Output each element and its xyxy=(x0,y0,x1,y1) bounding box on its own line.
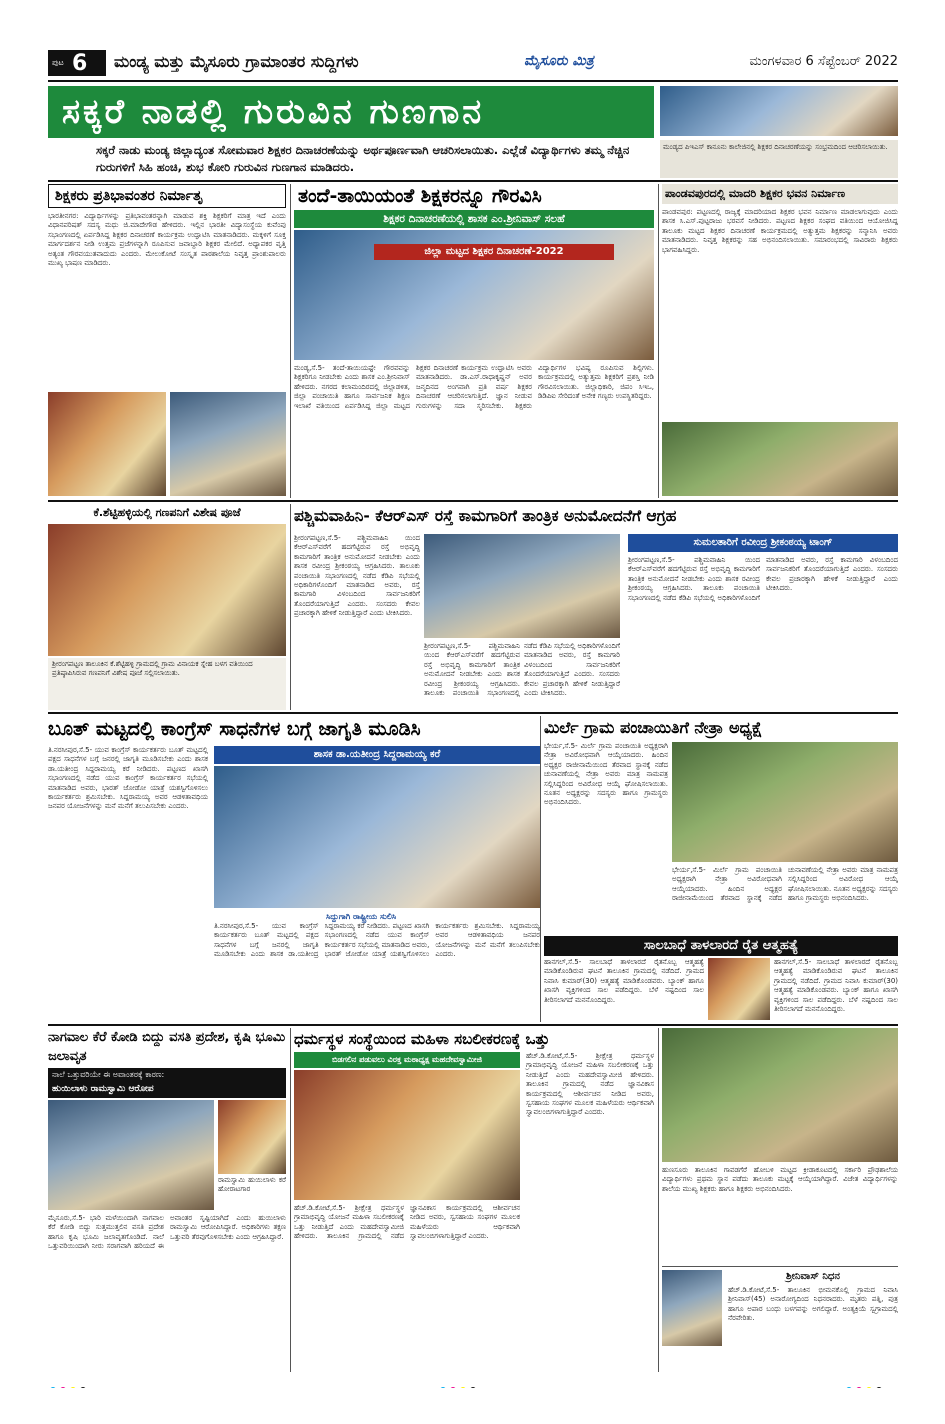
lead-headline-banner xyxy=(48,86,654,138)
pandavapura-story xyxy=(662,184,898,498)
congress-body: ತಿ.ನರಸೀಪುರ,ಸೆ.5- ಯುವ ಕಾಂಗ್ರೆಸ್ ಕಾರ್ಯಕರ್ತರು ಬೂತ್ ಮಟ್ಟದಲ್ಲಿ ಪಕ್ಷದ ಸಾಧನೆಗಳ ಬಗ್ಗೆ ಜನರಲ್ಲಿ ಜಾಗೃತಿ ಮೂಡಿಸಬೇಕು ಎಂದು ಶಾಸಕ ಡಾ.ಯತೀಂದ್ರ ಸಿದ್ದರಾಮಯ್ಯ ಕರೆ ನೀಡಿದರು. ಪಟ್ಟಣದ ಖಾಸಗಿ ಸಭಾಂಗಣದಲ್ಲಿ ನಡೆದ ಯುವ ಕಾಂಗ್ರೆಸ್ ಕಾರ್ಯಕರ್ತರ ಸಭೆಯಲ್ಲಿ ಮಾತನಾಡಿದ ಅವರು, ಭಾರತ್ ಜೋಡೋ ಯಾತ್ರೆ ಯಶಸ್ವಿಗೊಳಿಸಲು ಕಾರ್ಯಕರ್ತರು ಶ್ರಮಿಸಬೇಕು. ಸಿದ್ದರಾಮಯ್ಯ ಅವರ ಆಡಳಿತಾವಧಿಯ ಜನಪರ ಯೋಜನೆಗಳನ್ನು ಮನೆ ಮನೆಗೆ ತಲುಪಿಸಬೇಕು ಎಂದರು. xyxy=(48,746,208,811)
road-headline: ಪಶ್ಚಿಮವಾಹಿನಿ- ಕೆಆರ್‌ಎಸ್ ರಸ್ತೆ ಕಾಮಗಾರಿಗೆ ತಾಂತ್ರಿಕ ಅನುಮೋದನೆಗೆ ಆಗ್ರಹ xyxy=(294,507,677,525)
mirle-story xyxy=(544,716,898,934)
mirle-body-cont: ಭೇರ್ಯ,ಸೆ.5- ಮಿರ್ಲೆ ಗ್ರಾಮ ಪಂಚಾಯಿತಿ ಅಧ್ಯಕ್ಷರಾಗಿ ನೇತ್ರಾ ಅವಿರೋಧವಾಗಿ ಆಯ್ಕೆಯಾದರು. ಹಿಂದಿನ ಅಧ್ಯಕ್ಷರ ರಾಜೀನಾಮೆಯಿಂದ ತೆರವಾದ ಸ್ಥಾನಕ್ಕೆ ನಡೆದ ಚುನಾವಣೆಯಲ್ಲಿ ನೇತ್ರಾ ಅವರು ಮಾತ್ರ ನಾಮಪತ್ರ ಸಲ್ಲಿಸಿದ್ದರಿಂದ ಅವಿರೋಧ ಆಯ್ಕೆ ಘೋಷಿಸಲಾಯಿತು. ನೂತನ ಅಧ್ಯಕ್ಷರನ್ನು ಸದಸ್ಯರು ಹಾಗೂ ಗ್ರಾಮಸ್ಥರು ಅಭಿನಂದಿಸಿದರು. xyxy=(672,866,898,903)
parents-story xyxy=(294,184,654,498)
masthead xyxy=(48,48,898,78)
teachers-photo-2 xyxy=(170,392,286,496)
dharmasthala-story xyxy=(294,1028,654,1372)
mirle-photo xyxy=(672,742,898,862)
row-rule-1 xyxy=(48,500,898,502)
print-registration-dots-center xyxy=(440,1378,520,1388)
lake-tag-line: ನಾಲೆ ಒತ್ತುವರಿಯೇ ಈ ಅವಾಂತರಕ್ಕೆ ಕಾರಣ: xyxy=(52,1070,165,1079)
parents-body: ಮಂಡ್ಯ,ಸೆ.5- ತಂದೆ-ತಾಯಿಯಷ್ಟೇ ಗೌರವವನ್ನು ಶಿಕ್ಷಕರಿಗೂ ನೀಡಬೇಕು ಎಂದು ಶಾಸಕ ಎಂ.ಶ್ರೀನಿವಾಸ್ ಹೇಳಿದರು. ನಗರದ ಕಲಾಮಂದಿರದಲ್ಲಿ ಜಿಲ್ಲಾಡಳಿತ, ಜಿಲ್ಲಾ ಪಂಚಾಯಿತಿ ಹಾಗೂ ಸಾರ್ವಜನಿಕ ಶಿಕ್ಷಣ ಇಲಾಖೆ ವತಿಯಿಂದ ಏರ್ಪಡಿಸಿದ್ದ ಜಿಲ್ಲಾ ಮಟ್ಟದ ಶಿಕ್ಷಕರ ದಿನಾಚರಣೆ ಕಾರ್ಯಕ್ರಮ ಉದ್ಘಾಟಿಸಿ ಅವರು ಮಾತನಾಡಿದರು. ಡಾ.ಎಸ್.ರಾಧಾಕೃಷ್ಣನ್ ಅವರ ಜನ್ಮದಿನದ ಅಂಗವಾಗಿ ಪ್ರತಿ ವರ್ಷ ಶಿಕ್ಷಕರ ದಿನಾಚರಣೆ ಆಚರಿಸಲಾಗುತ್ತಿದೆ. ಜ್ಞಾನ ನೀಡುವ ಗುರುಗಳನ್ನು ಸದಾ ಸ್ಮರಿಸಬೇಕು. ಶಿಕ್ಷಕರು ವಿದ್ಯಾರ್ಥಿಗಳ ಭವಿಷ್ಯ ರೂಪಿಸುವ ಶಿಲ್ಪಿಗಳು. ಕಾರ್ಯಕ್ರಮದಲ್ಲಿ ಅತ್ಯುತ್ತಮ ಶಿಕ್ಷಕರಿಗೆ ಪ್ರಶಸ್ತಿ ನೀಡಿ ಗೌರವಿಸಲಾಯಿತು. ಜಿಲ್ಲಾಧಿಕಾರಿ, ಜಿಪಂ ಸಿಇಒ, ಡಿಡಿಪಿಐ ಸೇರಿದಂತೆ ಅನೇಕ ಗಣ್ಯರು ಉಪಸ್ಥಿತರಿದ್ದರು. xyxy=(294,364,654,410)
col-divider-6 xyxy=(658,1028,659,1372)
lake-person-photo xyxy=(218,1100,286,1174)
congress-headline: ಬೂತ್ ಮಟ್ಟದಲ್ಲಿ ಕಾಂಗ್ರೆಸ್ ಸಾಧನೆಗಳ ಬಗ್ಗೆ ಜಾಗೃತಿ ಮೂಡಿಸಿ xyxy=(48,718,421,740)
parents-subhead: ಶಿಕ್ಷಕರ ದಿನಾಚರಣೆಯಲ್ಲಿ ಶಾಸಕ ಎಂ.ಶ್ರೀನಿವಾಸ್ ಸಲಹೆ xyxy=(294,210,654,228)
pandavapura-body: ಪಾಂಡವಪುರ: ಪಟ್ಟಣದಲ್ಲಿ ರಾಜ್ಯಕ್ಕೆ ಮಾದರಿಯಾದ ಶಿಕ್ಷಕರ ಭವನ ನಿರ್ಮಾಣ ಮಾಡಲಾಗುವುದು ಎಂದು ಶಾಸಕ ಸಿ.ಎಸ್.ಪುಟ್ಟರಾಜು ಭರವಸೆ ನೀಡಿದರು. ಪಟ್ಟಣದ ಶಿಕ್ಷಕರ ಸಂಘದ ವತಿಯಿಂದ ಆಯೋಜಿಸಿದ್ದ ತಾಲೂಕು ಮಟ್ಟದ ಶಿಕ್ಷಕರ ದಿನಾಚರಣೆ ಕಾರ್ಯಕ್ರಮದಲ್ಲಿ ಅತ್ಯುತ್ತಮ ಶಿಕ್ಷಕರನ್ನು ಸನ್ಮಾನಿಸಿ ಅವರು ಮಾತನಾಡಿದರು. ನಿವೃತ್ತ ಶಿಕ್ಷಕರನ್ನು ಸಹ ಅಭಿನಂದಿಸಲಾಯಿತು. ಸಮಾರಂಭದಲ್ಲಿ ಸಾವಿರಾರು ಶಿಕ್ಷಕರು ಭಾಗವಹಿಸಿದ್ದರು. xyxy=(662,208,898,254)
obituary-title: ಶ್ರೀನಿವಾಸ್ ನಿಧನ xyxy=(786,1271,840,1282)
teachers-body: ಭಾರತೀನಗರ: ವಿದ್ಯಾರ್ಥಿಗಳನ್ನು ಪ್ರತಿಭಾವಂತರನ್ನಾಗಿ ಮಾಡುವ ಶಕ್ತಿ ಶಿಕ್ಷಕರಿಗೆ ಮಾತ್ರ ಇದೆ ಎಂದು ವಿಧಾನಪರಿಷತ್ ಸದಸ್ಯ ಮಧು ಜಿ.ಮಾದೇಗೌಡ ಹೇಳಿದರು. ಇಲ್ಲಿನ ಭಾರತೀ ವಿದ್ಯಾಸಂಸ್ಥೆಯ ಕುವೆಂಪು ಸಭಾಂಗಣದಲ್ಲಿ ಏರ್ಪಡಿಸಿದ್ದ ಶಿಕ್ಷಕರ ದಿನಾಚರಣೆ ಕಾರ್ಯಕ್ರಮ ಉದ್ಘಾಟಿಸಿ ಮಾತನಾಡಿದರು. ಮಕ್ಕಳಿಗೆ ಸೂಕ್ತ ಮಾರ್ಗದರ್ಶನ ನೀಡಿ ಉತ್ತಮ ಪ್ರಜೆಗಳನ್ನಾಗಿ ರೂಪಿಸುವ ಜವಾಬ್ದಾರಿ ಶಿಕ್ಷಕರ ಮೇಲಿದೆ. ಅಧ್ಯಾಪಕರ ವೃತ್ತಿ ಅತ್ಯಂತ ಗೌರವಯುತವಾದುದು ಎಂದರು. ಮೇಲುಕೋಟೆ ಸಂಸ್ಕೃತ ಪಾಠಶಾಲೆಯ ನಿವೃತ್ತ ಪ್ರಾಂಶುಪಾಲರು ಮುಖ್ಯ ಭಾಷಣ ಮಾಡಿದರು. xyxy=(48,212,286,268)
col-divider-2 xyxy=(658,184,659,498)
sports-caption: ಹುಣಸೂರು ತಾಲೂಕಿನ ಗಾವಡಗೆರೆ ಹೋಬಳಿ ಮಟ್ಟದ ಕ್ರೀಡಾಕೂಟದಲ್ಲಿ ಸರ್ಕಾರಿ ಪ್ರೌಢಶಾಲೆಯ ವಿದ್ಯಾರ್ಥಿಗಳು ಪ್ರಥಮ ಸ್ಥಾನ ಪಡೆದು ತಾಲೂಕು ಮಟ್ಟಕ್ಕೆ ಆಯ್ಕೆಯಾಗಿದ್ದಾರೆ. ವಿಜೇತ ವಿದ್ಯಾರ್ಥಿಗಳನ್ನು ಶಾಲೆಯ ಮುಖ್ಯ ಶಿಕ್ಷಕರು ಹಾಗೂ ಶಿಕ್ಷಕರು ಅಭಿನಂದಿಸಿದರು. xyxy=(662,1166,898,1193)
masthead-rule xyxy=(48,80,898,82)
congress-inline-head: ಸಿದ್ದುಗಾಗಿ ರಾಷ್ಟ್ರೀಯ ಸುಲಿಸಿ xyxy=(326,912,397,921)
teachers-headline: ಶಿಕ್ಷಕರು ಪ್ರತಿಭಾವಂತರ ನಿರ್ಮಾತೃ xyxy=(48,184,286,208)
paper-name: ಮೈಸೂರು ಮಿತ್ರ xyxy=(524,53,594,69)
dharmasthala-subhead: ಬಿಡಗಲಿನ ಪಡುವಲು ವಿರಕ್ತ ಮಠಾಧ್ಯಕ್ಷ ಮಹದೇವಸ್ವಾಮೀಜಿ xyxy=(294,1052,520,1068)
teachers-story xyxy=(48,184,286,498)
lake-photo xyxy=(48,1100,214,1210)
section-title: ಮಂಡ್ಯ ಮತ್ತು ಮೈಸೂರು ಗ್ರಾಮಾಂತರ ಸುದ್ದಿಗಳು xyxy=(114,52,359,71)
mirle-headline: ಮಿರ್ಲೆ ಗ್ರಾಮ ಪಂಚಾಯಿತಿಗೆ ನೇತ್ರಾ ಅಧ್ಯಕ್ಷೆ xyxy=(544,718,763,737)
farmer-photo xyxy=(708,958,770,1020)
dharmasthala-body-cont: ಹೆಚ್.ಡಿ.ಕೋಟೆ,ಸೆ.5- ಶ್ರೀಕ್ಷೇತ್ರ ಧರ್ಮಸ್ಥಳ ಗ್ರಾಮಾಭಿವೃದ್ಧಿ ಯೋಜನೆ ಮಹಿಳಾ ಸಬಲೀಕರಣಕ್ಕೆ ಒತ್ತು ನೀಡುತ್ತಿದೆ ಎಂದು ಮಹದೇವಸ್ವಾಮೀಜಿ ಹೇಳಿದರು. ತಾಲೂಕಿನ ಗ್ರಾಮದಲ್ಲಿ ನಡೆದ ಜ್ಞಾನವಿಕಾಸ ಕಾರ್ಯಕ್ರಮದಲ್ಲಿ ಆಶೀರ್ವಚನ ನೀಡಿದ ಅವರು, ಸ್ವಸಹಾಯ ಸಂಘಗಳ ಮೂಲಕ ಮಹಿಳೆಯರು ಆರ್ಥಿಕವಾಗಿ ಸ್ವಾವಲಂಬಿಗಳಾಗುತ್ತಿದ್ದಾರೆ ಎಂದರು. xyxy=(526,1052,654,1117)
col-divider-5 xyxy=(290,1028,291,1372)
sports-story xyxy=(662,1028,898,1264)
mirle-body: ಭೇರ್ಯ,ಸೆ.5- ಮಿರ್ಲೆ ಗ್ರಾಮ ಪಂಚಾಯಿತಿ ಅಧ್ಯಕ್ಷರಾಗಿ ನೇತ್ರಾ ಅವಿರೋಧವಾಗಿ ಆಯ್ಕೆಯಾದರು. ಹಿಂದಿನ ಅಧ್ಯಕ್ಷರ ರಾಜೀನಾಮೆಯಿಂದ ತೆರವಾದ ಸ್ಥಾನಕ್ಕೆ ನಡೆದ ಚುನಾವಣೆಯಲ್ಲಿ ನೇತ್ರಾ ಅವರು ಮಾತ್ರ ನಾಮಪತ್ರ ಸಲ್ಲಿಸಿದ್ದರಿಂದ ಅವಿರೋಧ ಆಯ್ಕೆ ಘೋಷಿಸಲಾಯಿತು. ನೂತನ ಅಧ್ಯಕ್ಷರನ್ನು ಸದಸ್ಯರು ಹಾಗೂ ಗ್ರಾಮಸ್ಥರು ಅಭಿನಂದಿಸಿದರು. xyxy=(544,742,668,807)
page-number-box xyxy=(48,50,106,76)
print-registration-dots xyxy=(50,1378,130,1388)
ganapati-story xyxy=(48,504,286,710)
lake-story xyxy=(48,1028,286,1372)
row-rule-3 xyxy=(48,1024,898,1026)
farmer-body: ಹಾನಗಲ್,ಸೆ.5- ಸಾಲಬಾಧೆ ತಾಳಲಾರದೆ ರೈತನೊಬ್ಬ ಆತ್ಮಹತ್ಯೆ ಮಾಡಿಕೊಂಡಿರುವ ಘಟನೆ ತಾಲೂಕಿನ ಗ್ರಾಮದಲ್ಲಿ ನಡೆದಿದೆ. ಗ್ರಾಮದ ನಿವಾಸಿ ಕುಮಾರ್(30) ಆತ್ಮಹತ್ಯೆ ಮಾಡಿಕೊಂಡವರು. ಬ್ಯಾಂಕ್ ಹಾಗೂ ಖಾಸಗಿ ವ್ಯಕ್ತಿಗಳಿಂದ ಸಾಲ ಪಡೆದಿದ್ದರು. ಬೆಳೆ ನಷ್ಟದಿಂದ ಸಾಲ ತೀರಿಸಲಾಗದೆ ಮನನೊಂದಿದ್ದರು. xyxy=(544,958,704,1004)
farmer-body-cont: ಹಾನಗಲ್,ಸೆ.5- ಸಾಲಬಾಧೆ ತಾಳಲಾರದೆ ರೈತನೊಬ್ಬ ಆತ್ಮಹತ್ಯೆ ಮಾಡಿಕೊಂಡಿರುವ ಘಟನೆ ತಾಲೂಕಿನ ಗ್ರಾಮದಲ್ಲಿ ನಡೆದಿದೆ. ಗ್ರಾಮದ ನಿವಾಸಿ ಕುಮಾರ್(30) ಆತ್ಮಹತ್ಯೆ ಮಾಡಿಕೊಂಡವರು. ಬ್ಯಾಂಕ್ ಹಾಗೂ ಖಾಸಗಿ ವ್ಯಕ್ತಿಗಳಿಂದ ಸಾಲ ಪಡೆದಿದ್ದರು. ಬೆಳೆ ನಷ್ಟದಿಂದ ಸಾಲ ತೀರಿಸಲಾಗದೆ ಮನನೊಂದಿದ್ದರು. xyxy=(774,958,898,1014)
parents-headline: ತಂದೆ-ತಾಯಿಯಂತೆ ಶಿಕ್ಷಕರನ್ನೂ ಗೌರವಿಸಿ xyxy=(298,185,542,207)
col-divider-1 xyxy=(290,184,291,498)
ganapati-headline: ಕೆ.ಶೆಟ್ಟಿಹಳ್ಳಿಯಲ್ಲಿ ಗಣಪನಿಗೆ ವಿಶೇಷ ಪೂಜೆ xyxy=(93,506,241,519)
lead-top-photo-caption: ಮಂಡ್ಯದ ಪಿಇಎಸ್ ಕಾನೂನು ಕಾಲೇಜಿನಲ್ಲಿ ಶಿಕ್ಷಕರ ದಿನಾಚರಣೆಯನ್ನು ಸಂಭ್ರಮದಿಂದ ಆಚರಿಸಲಾಯಿತು. xyxy=(660,140,898,178)
col-divider-4 xyxy=(540,716,541,1022)
date: ಮಂಗಳವಾರ 6 ಸೆಪ್ಟೆಂಬರ್ 2022 xyxy=(749,54,898,69)
farmer-headline: ಸಾಲಬಾಧೆ ತಾಳಲಾರದೆ ರೈತ ಆತ್ಮಹತ್ಯೆ xyxy=(544,936,898,956)
parents-photo xyxy=(294,230,654,360)
lake-tag xyxy=(48,1068,286,1098)
obituary-photo xyxy=(662,1270,722,1346)
row-rule-2 xyxy=(48,712,898,714)
dharmasthala-body: ಹೆಚ್.ಡಿ.ಕೋಟೆ,ಸೆ.5- ಶ್ರೀಕ್ಷೇತ್ರ ಧರ್ಮಸ್ಥಳ ಗ್ರಾಮಾಭಿವೃದ್ಧಿ ಯೋಜನೆ ಮಹಿಳಾ ಸಬಲೀಕರಣಕ್ಕೆ ಒತ್ತು ನೀಡುತ್ತಿದೆ ಎಂದು ಮಹದೇವಸ್ವಾಮೀಜಿ ಹೇಳಿದರು. ತಾಲೂಕಿನ ಗ್ರಾಮದಲ್ಲಿ ನಡೆದ ಜ್ಞಾನವಿಕಾಸ ಕಾರ್ಯಕ್ರಮದಲ್ಲಿ ಆಶೀರ್ವಚನ ನೀಡಿದ ಅವರು, ಸ್ವಸಹಾಯ ಸಂಘಗಳ ಮೂಲಕ ಮಹಿಳೆಯರು ಆರ್ಥಿಕವಾಗಿ ಸ್ವಾವಲಂಬಿಗಳಾಗುತ್ತಿದ್ದಾರೆ ಎಂದರು. xyxy=(294,1204,520,1241)
lake-side-text: ರಾಮಸ್ವಾಮಿ ಹುಯಿಲಾಳು ಕರೆ ಹೋರಾಟಗಾರ xyxy=(218,1176,286,1194)
lead-intro: ಸಕ್ಕರೆ ನಾಡು ಮಂಡ್ಯ ಜಿಲ್ಲಾದ್ಯಂತ ಸೋಮವಾರ ಶಿಕ್ಷಕರ ದಿನಾಚರಣೆಯನ್ನು ಅರ್ಥಪೂರ್ಣವಾಗಿ ಆಚರಿಸಲಾಯಿತು. ಎಲ್ಲೆಡೆ ವಿದ್ಯಾರ್ಥಿಗಳು ತಮ್ಮ ನೆಚ್ಚಿನ ಗುರುಗಳಿಗೆ ಸಿಹಿ ಹಂಚಿ, ಶುಭ ಕೋರಿ ಗುರುವಿನ ಗುಣಗಾನ ಮಾಡಿದರು. xyxy=(96,143,630,174)
congress-story xyxy=(48,716,540,1022)
parents-banner: ಜಿಲ್ಲಾ ಮಟ್ಟದ ಶಿಕ್ಷಕರ ದಿನಾಚರಣೆ-2022 xyxy=(374,244,614,260)
farmer-story xyxy=(544,936,898,1022)
road-sub-box: ಸುಮಲತಾರಿಗೆ ರವೀಂದ್ರ ಶ್ರೀಕಂಠಯ್ಯ ಟಾಂಗ್ xyxy=(628,534,898,552)
road-body-cont: ಶ್ರೀರಂಗಪಟ್ಟಣ,ಸೆ.5- ಪಶ್ಚಿಮವಾಹಿನಿ ಯಿಂದ ಕೆಆರ್‌ಎಸ್‌ವರೆಗೆ ಹದಗೆಟ್ಟಿರುವ ರಸ್ತೆ ಅಭಿವೃದ್ಧಿ ಕಾಮಗಾರಿಗೆ ತಾಂತ್ರಿಕ ಅನುಮೋದನೆ ನೀಡಬೇಕು ಎಂದು ಶಾಸಕ ರವೀಂದ್ರ ಶ್ರೀಕಂಠಯ್ಯ ಆಗ್ರಹಿಸಿದರು. ತಾಲೂಕು ಪಂಚಾಯಿತಿ ಸಭಾಂಗಣದಲ್ಲಿ ನಡೆದ ಕೆಡಿಪಿ ಸಭೆಯಲ್ಲಿ ಅಧಿಕಾರಿಗಳೊಂದಿಗೆ ಮಾತನಾಡಿದ ಅವರು, ರಸ್ತೆ ಕಾಮಗಾರಿ ವಿಳಂಬದಿಂದ ಸಾರ್ವಜನಿಕರಿಗೆ ತೊಂದರೆಯಾಗುತ್ತಿದೆ ಎಂದರು. ಸಂಸದರು ಕೇವಲ ಪ್ರಚಾರಕ್ಕಾಗಿ ಹೇಳಿಕೆ ನೀಡುತ್ತಿದ್ದಾರೆ ಎಂದು ಟೀಕಿಸಿದರು. xyxy=(424,642,620,698)
dharmasthala-headline: ಧರ್ಮಸ್ಥಳ ಸಂಸ್ಥೆಯಿಂದ ಮಹಿಳಾ ಸಬಲೀಕರಣಕ್ಕೆ ಒತ್ತು xyxy=(294,1030,550,1048)
lead-rule xyxy=(48,180,898,182)
lake-tag-name: ಹುಯಿಲಾಳು ರಾಮಸ್ವಾಮಿ ಆರೋಪ xyxy=(52,1084,154,1094)
road-body: ಶ್ರೀರಂಗಪಟ್ಟಣ,ಸೆ.5- ಪಶ್ಚಿಮವಾಹಿನಿ ಯಿಂದ ಕೆಆರ್‌ಎಸ್‌ವರೆಗೆ ಹದಗೆಟ್ಟಿರುವ ರಸ್ತೆ ಅಭಿವೃದ್ಧಿ ಕಾಮಗಾರಿಗೆ ತಾಂತ್ರಿಕ ಅನುಮೋದನೆ ನೀಡಬೇಕು ಎಂದು ಶಾಸಕ ರವೀಂದ್ರ ಶ್ರೀಕಂಠಯ್ಯ ಆಗ್ರಹಿಸಿದರು. ತಾಲೂಕು ಪಂಚಾಯಿತಿ ಸಭಾಂಗಣದಲ್ಲಿ ನಡೆದ ಕೆಡಿಪಿ ಸಭೆಯಲ್ಲಿ ಅಧಿಕಾರಿಗಳೊಂದಿಗೆ ಮಾತನಾಡಿದ ಅವರು, ರಸ್ತೆ ಕಾಮಗಾರಿ ವಿಳಂಬದಿಂದ ಸಾರ್ವಜನಿಕರಿಗೆ ತೊಂದರೆಯಾಗುತ್ತಿದೆ ಎಂದರು. ಸಂಸದರು ಕೇವಲ ಪ್ರಚಾರಕ್ಕಾಗಿ ಹೇಳಿಕೆ ನೀಡುತ್ತಿದ್ದಾರೆ ಎಂದು ಟೀಕಿಸಿದರು. xyxy=(294,534,420,618)
congress-photo xyxy=(214,766,540,908)
lake-headline: ನಾಗವಾಲ ಕೆರೆ ಕೋಡಿ ಬಿದ್ದು ವಸತಿ ಪ್ರದೇಶ, ಕೃಷಿ ಭೂಮಿ ಜಲಾವೃತ xyxy=(48,1030,286,1064)
pandavapura-headline: ಪಾಂಡವಪುರದಲ್ಲಿ ಮಾದರಿ ಶಿಕ್ಷಕರ ಭವನ ನಿರ್ಮಾಣ xyxy=(662,184,898,204)
lead-top-photo xyxy=(660,86,898,136)
lead-headline: ಸಕ್ಕರೆ ನಾಡಲ್ಲಿ ಗುರುವಿನ ಗುಣಗಾನ xyxy=(62,92,485,132)
print-registration-dots-right xyxy=(846,1378,906,1388)
obituary xyxy=(662,1270,898,1372)
sports-photo xyxy=(662,1028,898,1162)
pandavapura-photo xyxy=(662,422,898,496)
col-divider-3 xyxy=(290,504,291,710)
page-label: ಪುಟ xyxy=(52,58,64,67)
congress-body-cont: ತಿ.ನರಸೀಪುರ,ಸೆ.5- ಯುವ ಕಾಂಗ್ರೆಸ್ ಕಾರ್ಯಕರ್ತರು ಬೂತ್ ಮಟ್ಟದಲ್ಲಿ ಪಕ್ಷದ ಸಾಧನೆಗಳ ಬಗ್ಗೆ ಜನರಲ್ಲಿ ಜಾಗೃತಿ ಮೂಡಿಸಬೇಕು ಎಂದು ಶಾಸಕ ಡಾ.ಯತೀಂದ್ರ ಸಿದ್ದರಾಮಯ್ಯ ಕರೆ ನೀಡಿದರು. ಪಟ್ಟಣದ ಖಾಸಗಿ ಸಭಾಂಗಣದಲ್ಲಿ ನಡೆದ ಯುವ ಕಾಂಗ್ರೆಸ್ ಕಾರ್ಯಕರ್ತರ ಸಭೆಯಲ್ಲಿ ಮಾತನಾಡಿದ ಅವರು, ಭಾರತ್ ಜೋಡೋ ಯಾತ್ರೆ ಯಶಸ್ವಿಗೊಳಿಸಲು ಕಾರ್ಯಕರ್ತರು ಶ್ರಮಿಸಬೇಕು. ಸಿದ್ದರಾಮಯ್ಯ ಅವರ ಆಡಳಿತಾವಧಿಯ ಜನಪರ ಯೋಜನೆಗಳನ್ನು ಮನೆ ಮನೆಗೆ ತಲುಪಿಸಬೇಕು ಎಂದರು. xyxy=(214,922,540,959)
congress-subhead: ಶಾಸಕ ಡಾ.ಯತೀಂದ್ರ ಸಿದ್ದರಾಮಯ್ಯ ಕರೆ xyxy=(214,746,540,764)
obituary-body: ಹೆಚ್.ಡಿ.ಕೋಟೆ,ಸೆ.5- ತಾಲೂಕಿನ ಭೀಮನಕೊಲ್ಲಿ ಗ್ರಾಮದ ನಿವಾಸಿ ಶ್ರೀನಿವಾಸ್(45) ಅನಾರೋಗ್ಯದಿಂದ ನಿಧನರಾದರು. ಮೃತರು ಪತ್ನಿ, ಪುತ್ರ ಹಾಗೂ ಅಪಾರ ಬಂಧು ಬಳಗವನ್ನು ಅಗಲಿದ್ದಾರೆ. ಅಂತ್ಯಕ್ರಿಯೆ ಸ್ವಗ್ರಾಮದಲ್ಲಿ ನೆರವೇರಿತು. xyxy=(728,1286,898,1323)
dharmasthala-photo xyxy=(294,1070,520,1200)
road-sub-body: ಶ್ರೀರಂಗಪಟ್ಟಣ,ಸೆ.5- ಪಶ್ಚಿಮವಾಹಿನಿ ಯಿಂದ ಕೆಆರ್‌ಎಸ್‌ವರೆಗೆ ಹದಗೆಟ್ಟಿರುವ ರಸ್ತೆ ಅಭಿವೃದ್ಧಿ ಕಾಮಗಾರಿಗೆ ತಾಂತ್ರಿಕ ಅನುಮೋದನೆ ನೀಡಬೇಕು ಎಂದು ಶಾಸಕ ರವೀಂದ್ರ ಶ್ರೀಕಂಠಯ್ಯ ಆಗ್ರಹಿಸಿದರು. ತಾಲೂಕು ಪಂಚಾಯಿತಿ ಸಭಾಂಗಣದಲ್ಲಿ ನಡೆದ ಕೆಡಿಪಿ ಸಭೆಯಲ್ಲಿ ಅಧಿಕಾರಿಗಳೊಂದಿಗೆ ಮಾತನಾಡಿದ ಅವರು, ರಸ್ತೆ ಕಾಮಗಾರಿ ವಿಳಂಬದಿಂದ ಸಾರ್ವಜನಿಕರಿಗೆ ತೊಂದರೆಯಾಗುತ್ತಿದೆ ಎಂದರು. ಸಂಸದರು ಕೇವಲ ಪ್ರಚಾರಕ್ಕಾಗಿ ಹೇಳಿಕೆ ನೀಡುತ್ತಿದ್ದಾರೆ ಎಂದು ಟೀಕಿಸಿದರು. xyxy=(628,556,898,602)
ganapati-caption: ಶ್ರೀರಂಗಪಟ್ಟಣ ತಾಲೂಕಿನ ಕೆ.ಶೆಟ್ಟಿಹಳ್ಳಿ ಗ್ರಾಮದಲ್ಲಿ ಗ್ರಾಮ ವಿನಾಯಕ ಸ್ನೇಹ ಬಳಗ ವತಿಯಿಂದ ಪ್ರತಿಷ್ಠಾಪಿಸಿರುವ ಗಣಪನಿಗೆ ವಿಶೇಷ ಪೂಜೆ ಸಲ್ಲಿಸಲಾಯಿತು. xyxy=(48,658,286,710)
sports-obit-rule xyxy=(662,1266,898,1267)
road-photo xyxy=(424,534,620,638)
page-number: 6 xyxy=(72,51,88,76)
lake-body: ಮೈಸೂರು,ಸೆ.5- ಭಾರಿ ಮಳೆಯಿಂದಾಗಿ ನಾಗವಾಲ ಕೆರೆ ಕೋಡಿ ಬಿದ್ದು ಸುತ್ತಮುತ್ತಲಿನ ವಸತಿ ಪ್ರದೇಶ ಹಾಗೂ ಕೃಷಿ ಭೂಮಿ ಜಲಾವೃತಗೊಂಡಿದೆ. ನಾಲೆ ಒತ್ತುವರಿಯಿಂದಾಗಿ ನೀರು ಸರಾಗವಾಗಿ ಹರಿಯದೆ ಈ ಅವಾಂತರ ಸೃಷ್ಟಿಯಾಗಿದೆ ಎಂದು ಹುಯಿಲಾಳು ರಾಮಸ್ವಾಮಿ ಆರೋಪಿಸಿದ್ದಾರೆ. ಅಧಿಕಾರಿಗಳು ತಕ್ಷಣ ಒತ್ತುವರಿ ತೆರವುಗೊಳಿಸಬೇಕು ಎಂದು ಆಗ್ರಹಿಸಿದ್ದಾರೆ. xyxy=(48,1214,286,1251)
teachers-photo-1 xyxy=(48,392,166,496)
road-story xyxy=(294,504,898,710)
ganapati-photo xyxy=(48,524,286,656)
